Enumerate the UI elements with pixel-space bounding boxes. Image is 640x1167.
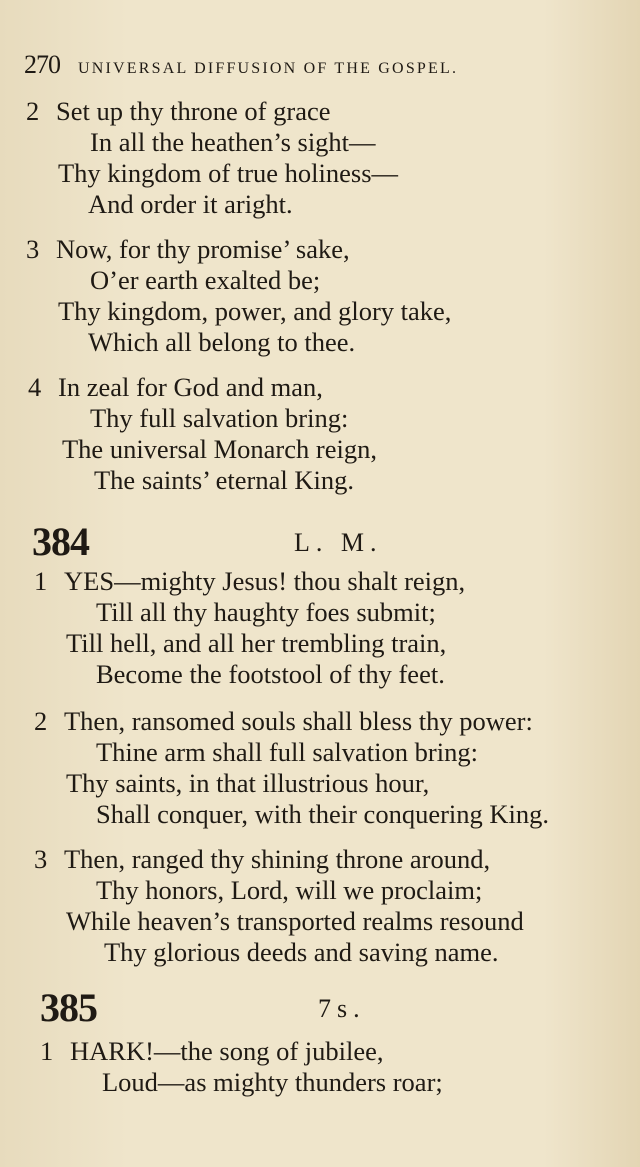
- verse-first-line: [40, 1035, 384, 1067]
- hymn-number: 384: [32, 519, 89, 564]
- verse-line: The saints’ eternal King.: [94, 465, 355, 495]
- verse-line: Become the footstool of thy feet.: [96, 659, 445, 689]
- verse-line: Till hell, and all her trembling train,: [66, 628, 447, 658]
- verse-first-line: [26, 233, 350, 265]
- verse-line: Thy full salvation bring:: [90, 403, 349, 433]
- hymn-number: 385: [40, 985, 97, 1030]
- verse-line: HARK!—the song of jubilee,: [70, 1036, 384, 1066]
- hymn-meter: L. M.: [294, 528, 383, 557]
- verse-line: Thy saints, in that illustrious hour,: [66, 768, 430, 798]
- verse-number: 3: [34, 844, 48, 874]
- verse-line: Thy glorious deeds and saving name.: [104, 937, 499, 967]
- verse-line: YES—mighty Jesus! thou shalt reign,: [64, 566, 466, 596]
- page-number: 270: [24, 50, 60, 79]
- verse-line: Loud—as mighty thunders roar;: [102, 1067, 443, 1097]
- verse-line: Till all thy haughty foes submit;: [96, 597, 436, 627]
- verse-line: Which all belong to thee.: [88, 327, 356, 357]
- verse-line: Shall conquer, with their conquering King.: [96, 799, 550, 829]
- verse-first-line: [26, 95, 331, 127]
- verse-line: Thy kingdom of true holiness—: [58, 158, 399, 188]
- verse-line: And order it aright.: [88, 189, 293, 219]
- verse-line: In zeal for God and man,: [58, 372, 323, 402]
- hymn-meter: 7s.: [318, 994, 366, 1023]
- verse-number: 4: [28, 372, 42, 402]
- verse-first-line: [28, 371, 323, 403]
- verse-line: Then, ransomed souls shall bless thy power:: [64, 706, 533, 736]
- verse-first-line: [34, 565, 465, 597]
- verse-line: Then, ranged thy shining throne around,: [64, 844, 491, 874]
- verse-number: 2: [34, 706, 48, 736]
- verse-number: 1: [34, 566, 48, 596]
- verse-line: Thine arm shall full salvation bring:: [96, 737, 478, 767]
- running-title: UNIVERSAL DIFFUSION OF THE GOSPEL.: [78, 60, 459, 77]
- verse-line: While heaven’s transported realms resound: [66, 906, 524, 936]
- verse-line: Set up thy throne of grace: [56, 96, 331, 126]
- verse-first-line: [34, 843, 490, 875]
- verse-first-line: [34, 705, 533, 737]
- verse-line: In all the heathen’s sight—: [90, 127, 376, 157]
- verse-line: Thy honors, Lord, will we proclaim;: [96, 875, 483, 905]
- verse-line: Now, for thy promise’ sake,: [56, 234, 350, 264]
- verse-line: O’er earth exalted be;: [90, 265, 321, 295]
- page-header: [24, 50, 458, 80]
- verse-number: 2: [26, 96, 40, 126]
- verse-number: 1: [40, 1036, 54, 1066]
- verse-line: The universal Monarch reign,: [62, 434, 377, 464]
- verse-line: Thy kingdom, power, and glory take,: [58, 296, 452, 326]
- verse-number: 3: [26, 234, 40, 264]
